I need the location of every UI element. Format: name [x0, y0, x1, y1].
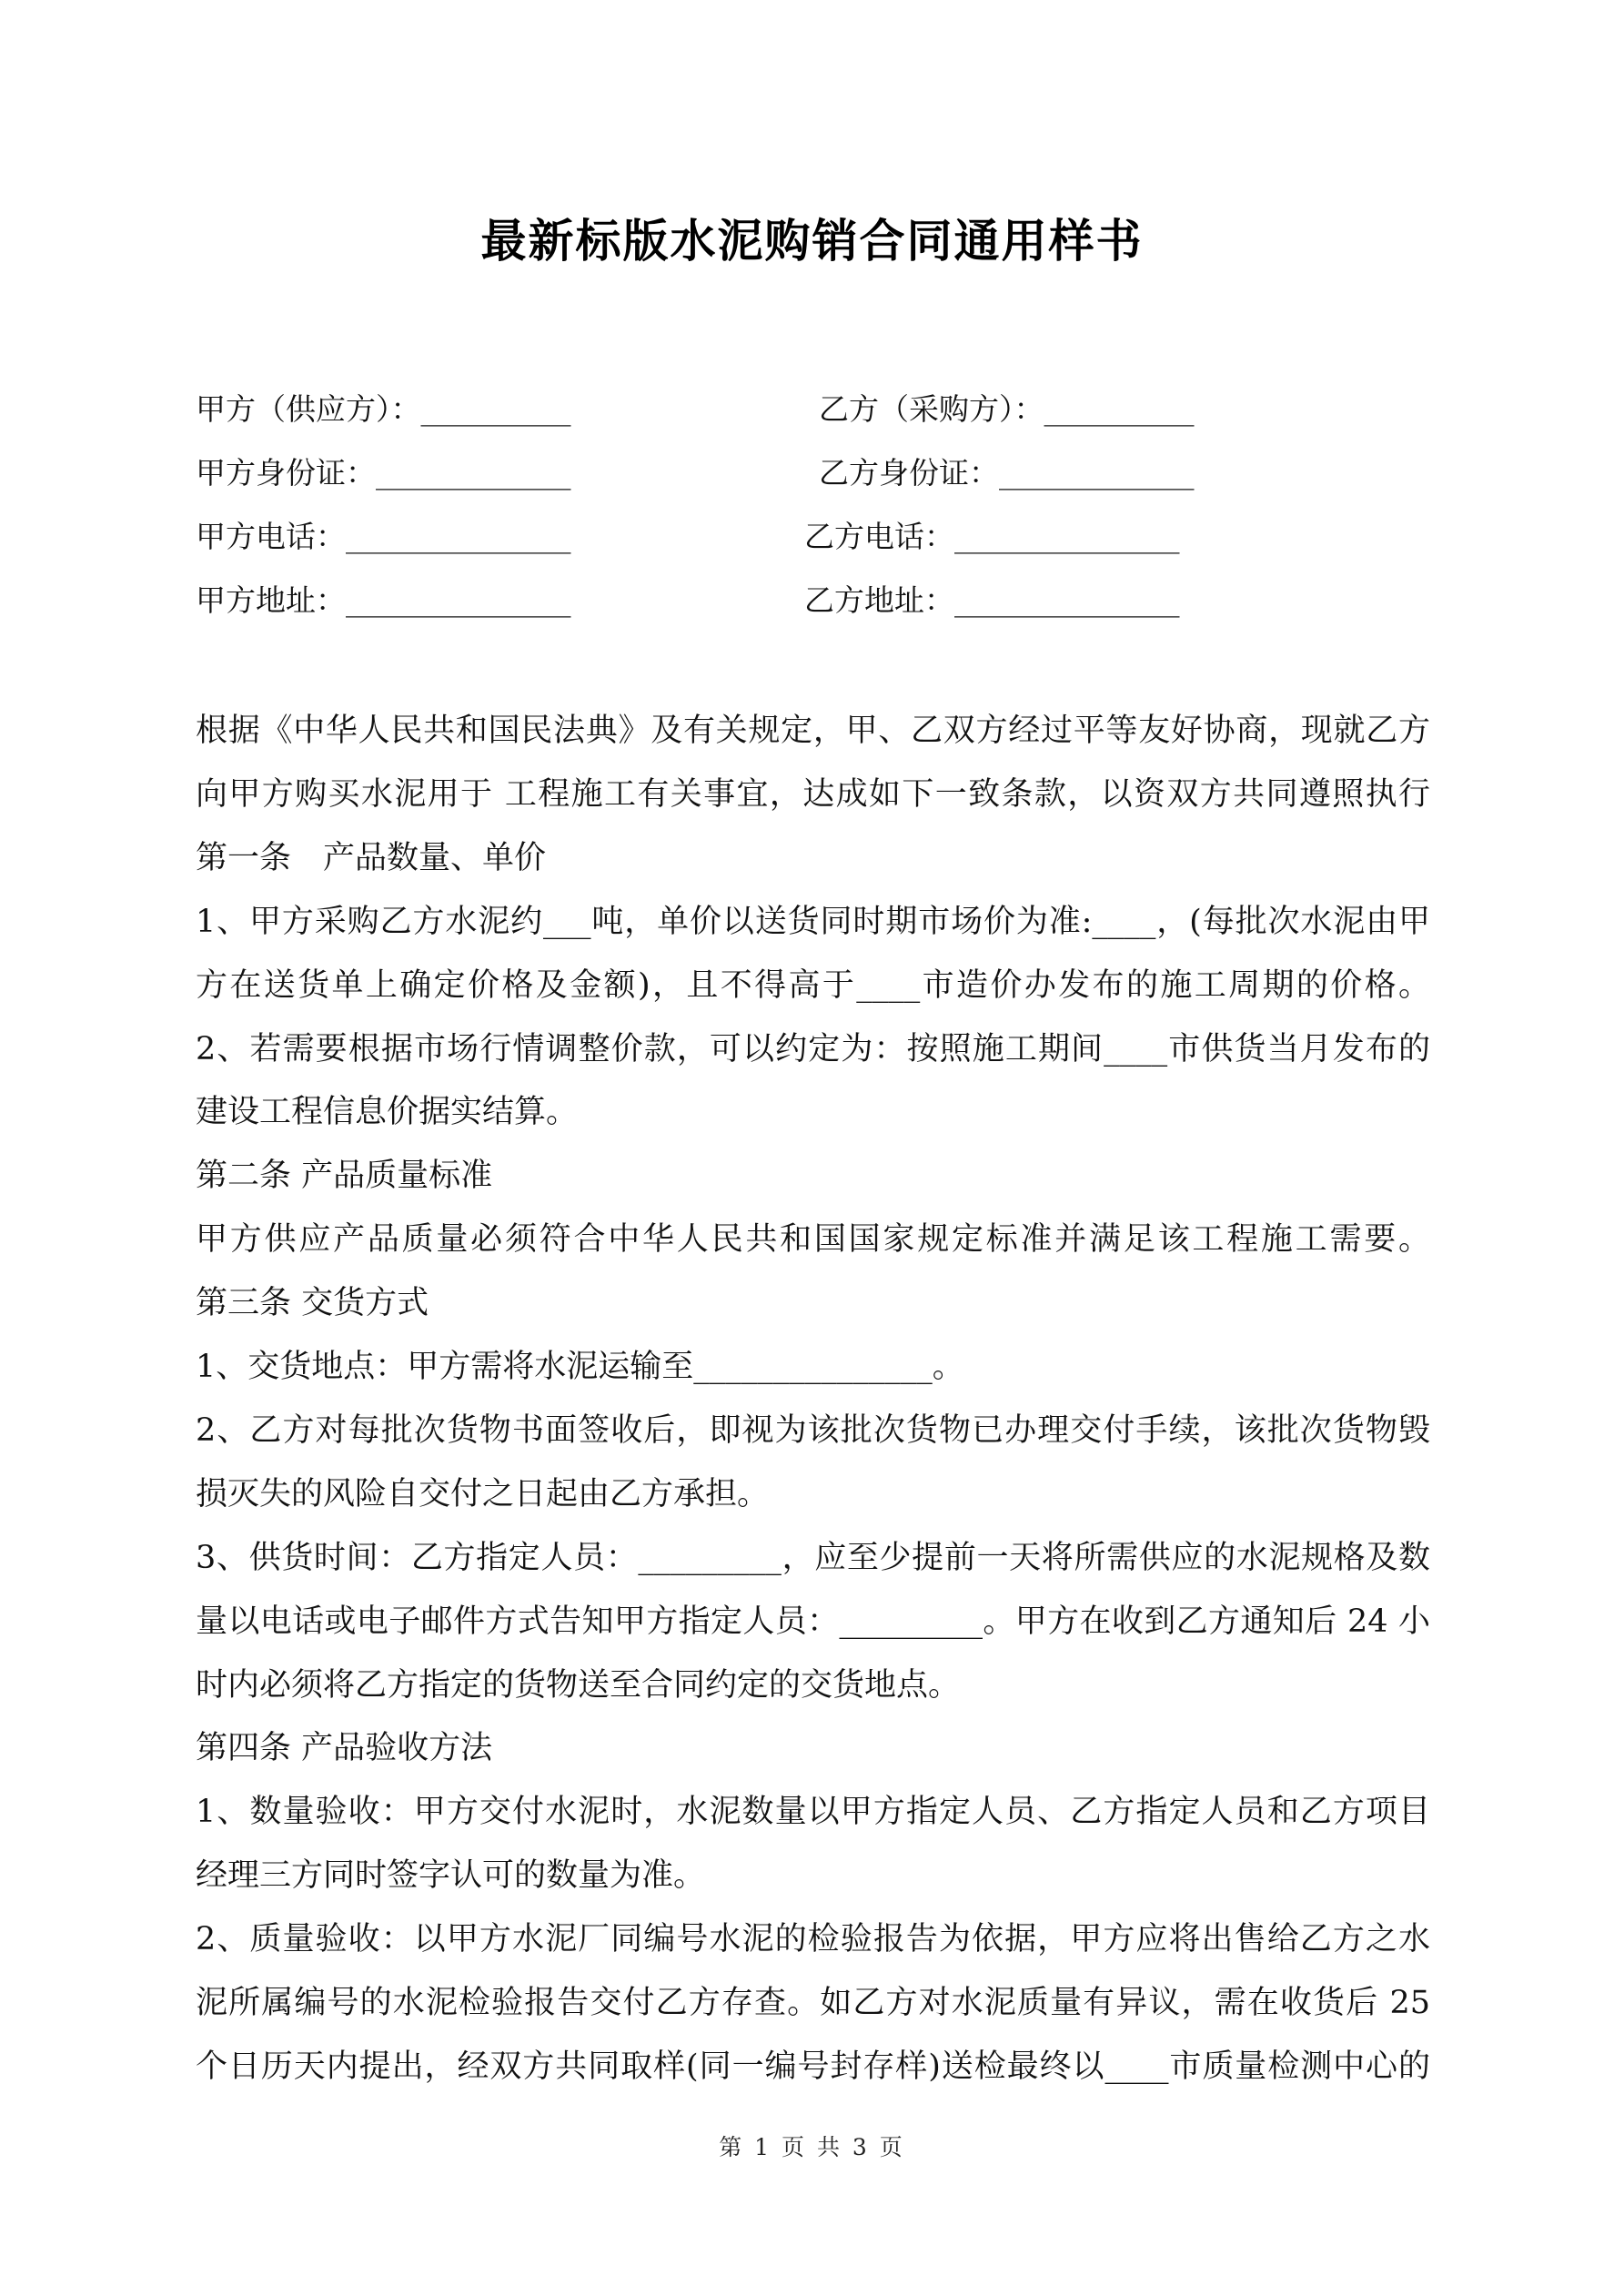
body-text-line: 个日历天内提出，经双方共同取样(同一编号封存样)送检最终以____市质量检测中心的: [196, 2048, 1430, 2085]
body-text-line: 3、供货时间：乙方指定人员：_________，应至少提前一天将所需供应的水泥规格及数: [196, 1539, 1430, 1576]
party-a-phone-field: 甲方电话：_______________: [196, 519, 571, 554]
body-text-line: 甲方供应产品质量必须符合中华人民共和国国家规定标准并满足该工程施工需要。: [196, 1221, 1430, 1259]
article-heading: 第三条 交货方式: [196, 1285, 429, 1322]
body-text-line: 建设工程信息价据实结算。: [196, 1094, 579, 1131]
body-text-line: 经理三方同时签字认可的数量为准。: [196, 1857, 706, 1895]
party-b-address-field: 乙方地址：_______________: [804, 582, 1180, 618]
body-text-line: 向甲方购买水泥用于 工程施工有关事宜，达成如下一致条款，以资双方共同遵照执行: [196, 775, 1430, 813]
body-text-line: 泥所属编号的水泥检验报告交付乙方存查。如乙方对水泥质量有异议，需在收货后 25: [196, 1985, 1430, 2021]
body-text-line: 1、交货地点：甲方需将水泥运输至_______________。: [196, 1349, 964, 1385]
article-heading: 第一条 产品数量、单价: [196, 839, 547, 876]
body-text-line: 量以电话或电子邮件方式告知甲方指定人员：_________。甲方在收到乙方通知后 24 小: [196, 1603, 1430, 1640]
page-number: 第 1 页 共 3 页: [719, 2134, 905, 2160]
party-a-supplier-field: 甲方（供应方）：__________: [196, 391, 571, 427]
body-text-line: 方在送货单上确定价格及金额)，且不得高于____市造价办发布的施工周期的价格。: [196, 966, 1430, 1004]
body-text-line: 2、乙方对每批次货物书面签收后，即视为该批次货物已办理交付手续，该批次货物毁: [196, 1411, 1430, 1449]
party-b-id-field: 乙方身份证：_____________: [819, 455, 1195, 491]
party-b-purchaser-field: 乙方（采购方）：__________: [819, 391, 1195, 427]
body-text-line: 1、数量验收：甲方交付水泥时，水泥数量以甲方指定人员、乙方指定人员和乙方项目: [196, 1794, 1430, 1831]
body-text-line: 1、甲方采购乙方水泥约___吨，单价以送货同时期市场价为准:____，(每批次水泥由甲: [196, 903, 1430, 940]
article-heading: 第四条 产品验收方法: [196, 1730, 493, 1767]
article-heading: 第二条 产品质量标准: [196, 1158, 493, 1195]
document-title: 最新标版水泥购销合同通用样书: [480, 215, 1144, 268]
body-text-line: 根据《中华人民共和国民法典》及有关规定，甲、乙双方经过平等友好协商，现就乙方: [196, 713, 1430, 749]
party-a-address-field: 甲方地址：_______________: [196, 582, 571, 618]
body-text-line: 2、质量验收：以甲方水泥厂同编号水泥的检验报告为依据，甲方应将出售给乙方之水: [196, 1921, 1430, 1958]
body-text-line: 2、若需要根据市场行情调整价款，可以约定为：按照施工期间____市供货当月发布的: [196, 1030, 1430, 1067]
party-a-id-field: 甲方身份证：_____________: [196, 455, 571, 491]
body-text-line: 损灭失的风险自交付之日起由乙方承担。: [196, 1475, 770, 1512]
party-b-phone-field: 乙方电话：_______________: [804, 519, 1180, 554]
body-text-line: 时内必须将乙方指定的货物送至合同约定的交货地点。: [196, 1666, 961, 1704]
